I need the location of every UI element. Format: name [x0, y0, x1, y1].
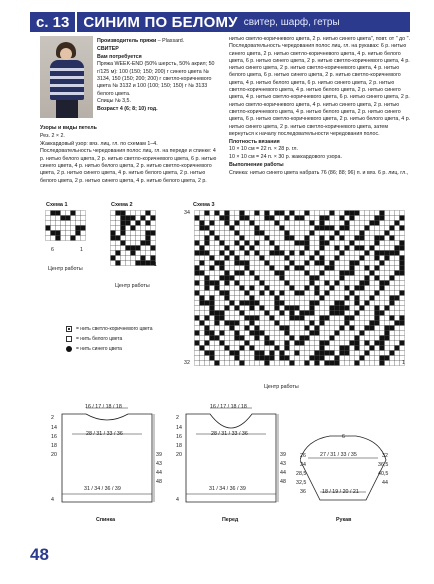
legend-label: = нить светло-коричневого цвета: [76, 326, 153, 332]
scheme-1-chart: [45, 210, 87, 246]
sleeve-right-measure-4: 44: [382, 480, 388, 486]
page-subtitle: свитер, шарф, гетры: [243, 16, 340, 28]
back-piece-label: Спинка: [96, 517, 116, 523]
back-right-measure-2: 43: [156, 461, 162, 467]
page-number: 48: [30, 545, 49, 564]
sleeve-left-measure-4: 32,5: [296, 480, 307, 486]
blue-swatch-icon: [66, 346, 72, 352]
front-right-measure-1: 39: [280, 452, 286, 458]
sweater-heading: СВИТЕР: [97, 45, 119, 52]
page-header: [30, 12, 410, 32]
scheme-1-label: Схема 1: [46, 202, 68, 208]
producer-label: Производитель пряжи: [97, 38, 157, 44]
scheme-3-right-number: 1: [402, 360, 405, 366]
sleeve-mid-measure: 27 / 31 / 33 / 35: [320, 452, 357, 458]
sleeve-left-measure-3: 28,5: [296, 471, 307, 477]
sleeve-left-measure-2: 24: [300, 462, 306, 468]
scheme-3-top-number: 34: [184, 210, 190, 216]
back-left-measure-3: 16: [51, 434, 57, 440]
legend-item-white: [66, 334, 153, 344]
density-line-1: 10 × 10 см = 22 п. × 28 р. гл.: [229, 146, 298, 153]
front-piece-label: Перед: [222, 517, 239, 523]
scheme-1-center-label: Центр работы: [48, 266, 83, 272]
materials-column: [97, 38, 217, 114]
back-left-measure-2: 14: [51, 425, 57, 431]
legend-label: = нить белого цвета: [76, 336, 123, 342]
front-left-measure-4: 18: [176, 443, 182, 449]
back-mid-measure: 28 / 31 / 33 / 36: [86, 431, 123, 437]
front-left-measure-6: 4: [176, 497, 179, 503]
back-left-measure-4: 18: [51, 443, 57, 449]
producer-name: – Plassard.: [156, 38, 185, 44]
scheme-2-chart: [110, 210, 156, 266]
execution-text: Спинка: нитью синего цвета набрать 76 (86; 88; 96) п. и вяз. 6 р. лиц. гл.,: [229, 169, 409, 176]
legend: [66, 324, 153, 354]
scheme-3-label: Схема 3: [193, 202, 215, 208]
model-photo: [40, 36, 93, 118]
legend-item-blue: [66, 344, 153, 354]
jacquard-text: Жаккардовый узор: вяз. лиц. гл. по схемам 1–4.: [40, 140, 158, 147]
yarn-text: Пряжа WEEK-END (50% шерсть, 50% акрил; 50 г/125 м): 100 (150; 150; 200) г синего цвета № 3134, 150 (150; 200; 200) г светло-коричневого цвета № 3132 и 100 (100; 150; 150) г № 3133 белого цвета.: [97, 61, 215, 97]
back-top-measure: 16 / 17 / 18 / 18: [85, 404, 122, 410]
title-band: [75, 12, 410, 32]
scheme-2-label: Схема 2: [111, 202, 133, 208]
patterns-heading: Узоры и виды петель: [40, 125, 97, 131]
back-right-measure-3: 44: [156, 470, 162, 476]
scheme-3-chart: [194, 210, 406, 366]
white-swatch-icon: [66, 336, 72, 342]
sleeve-left-measure-1: 26: [300, 453, 306, 459]
front-pattern-diagram: [172, 402, 292, 514]
sleeve-bottom-measure: 18 / 19 / 20 / 21: [322, 489, 359, 495]
legend-item-light-brown: [66, 324, 153, 334]
front-bottom-measure: 31 / 34 / 36 / 39: [209, 486, 246, 492]
scheme-2-number: 1: [154, 262, 157, 268]
scheme-2-center-label: Центр работы: [115, 283, 150, 289]
back-left-measure-6: 4: [51, 497, 54, 503]
sleeve-right-measure-3: 40,5: [378, 471, 389, 477]
instructions-column: [229, 36, 411, 178]
front-right-measure-4: 48: [280, 479, 286, 485]
page-title: СИНИМ ПО БЕЛОМУ: [83, 13, 238, 31]
back-pattern-diagram: [40, 402, 170, 514]
density-heading: Плотность вязания: [229, 138, 280, 145]
front-left-measure-2: 14: [176, 425, 182, 431]
sleeve-right-measure-2: 36,5: [378, 462, 389, 468]
scheme-3-center-label: Центр работы: [264, 384, 299, 390]
page-label: с. 13: [30, 12, 75, 32]
needles-text: Спицы № 3,5.: [97, 98, 131, 105]
sequence-text: Последовательность чередования полос лиц. гл. на переде и спинке: 4 р. нитью белого цвета, 2 р. нитью светло-коричневого цвета, 6 р. нитью синего цвета, 4 р. нитью белого цвета, 2 р. нитью светло-коричневого цвета, 2 р. нитью синего цвета, 4 р. нитью белого цвета, 2 р. нитью белого цвета, 2 р. нитью синего цвета, 4 р. нитью белого цвета, 2 р.: [40, 148, 217, 184]
legend-label: = нить синего цвета: [76, 346, 122, 352]
sleeve-piece-label: Рукав: [336, 517, 352, 523]
patterns-column: [40, 125, 220, 185]
back-bottom-measure: 31 / 34 / 36 / 39: [84, 486, 121, 492]
front-mid-measure: 28 / 31 / 33 / 36: [211, 431, 248, 437]
front-left-measure-3: 16: [176, 434, 182, 440]
sleeve-left-measure-5: 36: [300, 489, 306, 495]
scheme-3-bottom-number: 32: [184, 360, 190, 366]
rib-text: Рез. 2 × 2.: [40, 132, 65, 139]
age-text: Возраст 4 (6; 8; 10) год.: [97, 106, 158, 113]
front-top-measure: 16 / 17 / 18 / 18: [210, 404, 247, 410]
sleeve-right-measure-1: 32: [382, 453, 388, 459]
stripes-text: нитью светло-коричневого цвета, 2 р. нитью синего цвета", повт. от " до ". Последовательность чередования полос лиц. гл. на рукавах: 6 р. нитью синего цвета, 2 р. нитью светло-коричневого цвета, 4 р. нитью белого цвета, 6 р. нитью синего цвета, 2 р. нитью светло-коричневого цвета, 4 р. нитью синего цвета, 2 р. нитью светло-коричневого цвета, 4 р. нитью белого цвета, 6 р. нитью синего цвета, 2 р. нитью светло-коричневого цвета, 4 р. нитью белого цвета, 6 р. нитью синего цвета, 2 р. нитью светло-коричневого цвета, 4 р. нитью белого цвета, 2 р. нитью синего цвета, 4 р. нитью светло-коричневого цвета, 6 р. нитью синего цвета, 2 р. нитью светло-коричневого цвета, 4 р. нитью синего цвета, 2 р. нитью светло-коричневого цвета, 4 р. нитью белого цвета, 2 р. нитью синего цвета, 6 р. нитью светло-коричневого цвета, 2 р. нитью белого цвета, 4 р. нитью синего цвета, 2 р. нитью светло-коричневого цвета, затем вернуться к началу последовательности чередования полос.: [229, 36, 411, 137]
front-right-measure-3: 44: [280, 470, 286, 476]
scheme-1-left-number: 6: [51, 247, 54, 253]
sleeve-top-measure: 6: [342, 434, 345, 440]
front-right-measure-2: 43: [280, 461, 286, 467]
front-left-measure-1: 2: [176, 415, 179, 421]
back-left-measure-5: 20: [51, 452, 57, 458]
density-line-2: 10 × 10 см = 24 п. × 30 р. жаккардового узора.: [229, 154, 342, 161]
back-left-measure-1: 2: [51, 415, 54, 421]
back-right-measure-4: 48: [156, 479, 162, 485]
back-right-measure-1: 39: [156, 452, 162, 458]
scheme-1-right-number: 1: [80, 247, 83, 253]
needs-heading: Вам потребуется: [97, 53, 142, 60]
light-brown-swatch-icon: [66, 326, 72, 332]
front-left-measure-5: 20: [176, 452, 182, 458]
execution-heading: Выполнение работы: [229, 162, 284, 169]
